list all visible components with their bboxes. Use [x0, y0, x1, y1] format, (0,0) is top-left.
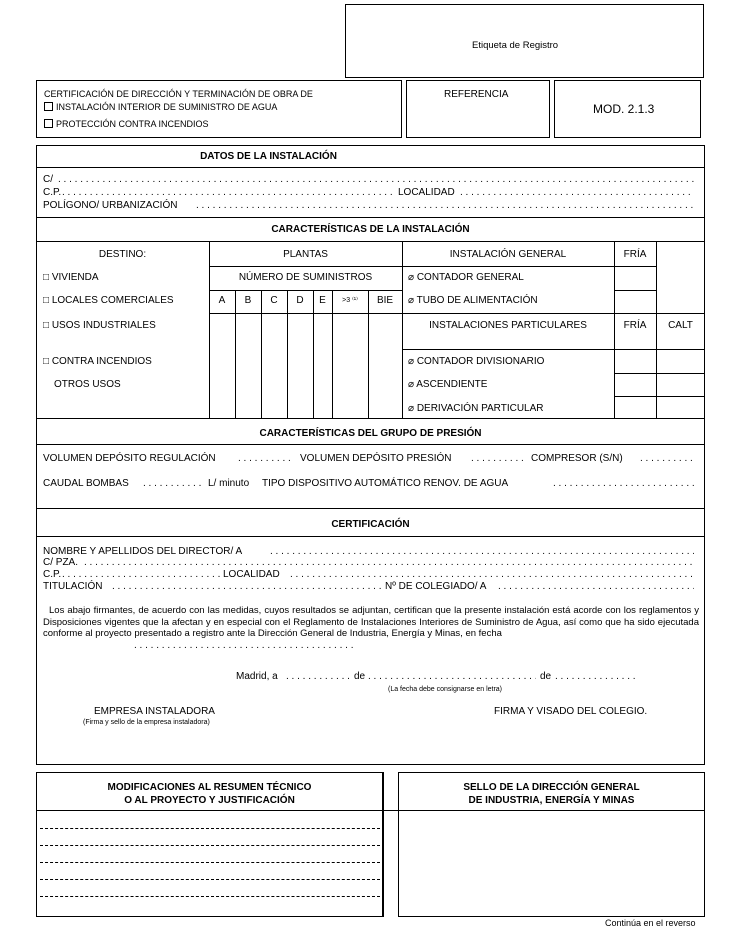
reference-label: REFERENCIA [444, 89, 509, 100]
director-name-field[interactable] [270, 546, 694, 557]
col-a: A [218, 295, 226, 306]
day-field[interactable] [286, 671, 350, 682]
director-locality-label: LOCALIDAD [223, 569, 280, 580]
compresor-label: COMPRESOR (S/N) [531, 453, 623, 464]
director-street-field[interactable] [84, 557, 694, 568]
caudal-field[interactable] [143, 478, 205, 489]
director-cp-label: C.P. [43, 569, 62, 580]
seal-title-1: SELLO DE LA DIRECCIÓN GENERAL [463, 782, 640, 793]
grid-line [368, 290, 369, 418]
locality-field[interactable] [460, 187, 694, 198]
installer-label: EMPRESA INSTALADORA [94, 706, 215, 717]
grid-line [261, 290, 262, 418]
modification-line[interactable] [40, 862, 380, 863]
derivacion: ⌀ DERIVACIÓN PARTICULAR [408, 403, 544, 414]
cert-option-water[interactable]: INSTALACIÓN INTERIOR DE SUMINISTRO DE AGUA [44, 102, 277, 113]
grid-line [209, 266, 402, 267]
madrid-label: Madrid, a [236, 671, 278, 682]
cert-title: CERTIFICACIÓN DE DIRECCIÓN Y TERMINACIÓN DE OBRA DE [44, 89, 313, 99]
street-field[interactable] [58, 174, 694, 185]
grid-line [209, 241, 210, 418]
grid-line [402, 313, 705, 314]
destino-label: DESTINO: [98, 249, 147, 260]
titulacion-label: TITULACIÓN [43, 581, 103, 592]
vol-pres-label: VOLUMEN DEPÓSITO PRESIÓN [300, 453, 452, 464]
divider [36, 810, 705, 811]
fecha-field[interactable] [134, 640, 356, 651]
tipo-field[interactable] [553, 478, 694, 489]
col-e: E [319, 295, 326, 306]
colegiado-field[interactable] [498, 581, 694, 592]
tipo-label: TIPO DISPOSITIVO AUTOMÁTICO RENOV. DE AGUA [262, 478, 509, 489]
certification-statement: Los abajo firmantes, de acuerdo con las medidas, cuyos resultados se adjuntan, certifican que la presente instalación está acorde con los reglamentos y Disposiciones vigentes que la afectan y en especial con el Reglamento de Instalaciones Interiores de Suministro de Agua, así como que ha sido ejecutada conforme al proyecto presentado a registro ante la Dirección General de Industria, Energía y Minas, en fecha [43, 605, 699, 639]
divider [36, 217, 705, 218]
grid-line [614, 396, 705, 397]
grid-line [332, 290, 333, 418]
colegiado-label: Nº DE COLEGIADO/ A [385, 581, 487, 592]
postcode-field[interactable] [62, 187, 396, 198]
diameter-icon: ⌀ [408, 272, 415, 283]
particulares-label: INSTALACIONES PARTICULARES [429, 320, 587, 331]
modification-line[interactable] [40, 845, 380, 846]
ascendiente: ⌀ ASCENDIENTE [408, 379, 488, 390]
grid-line [209, 313, 402, 314]
general-label: INSTALACIÓN GENERAL [449, 249, 567, 260]
grid-line [402, 349, 705, 350]
diameter-icon: ⌀ [408, 403, 415, 414]
checkbox-icon[interactable] [44, 102, 53, 111]
month-field[interactable] [368, 671, 536, 682]
date-note: (La fecha debe consignarse en letra) [388, 686, 503, 693]
vivienda-option[interactable]: □ VIVIENDA [43, 272, 99, 283]
diameter-icon: ⌀ [408, 295, 415, 306]
usos-ind-option[interactable]: □ USOS INDUSTRIALES [43, 320, 156, 331]
fria-label-2: FRÍA [623, 320, 647, 331]
divider [36, 536, 705, 537]
col-b: B [244, 295, 252, 306]
model-label: MOD. 2.1.3 [593, 102, 655, 116]
locales-option[interactable]: □ LOCALES COMERCIALES [43, 295, 174, 306]
installer-note: (Firma y sello de la empresa instaladora) [83, 719, 210, 726]
modifications-title-2: O AL PROYECTO Y JUSTIFICACIÓN [124, 795, 295, 806]
contra-option[interactable]: □ CONTRA INCENDIOS [43, 356, 152, 367]
col-d: D [296, 295, 304, 306]
grid-line [209, 290, 402, 291]
modification-line[interactable] [40, 828, 380, 829]
checkbox-icon[interactable] [44, 119, 53, 128]
pressure-title: CARACTERÍSTICAS DEL GRUPO DE PRESIÓN [259, 428, 482, 439]
street-label: C/ [43, 174, 53, 185]
modification-line[interactable] [40, 896, 380, 897]
cert-option-fire[interactable]: PROTECCIÓN CONTRA INCENDIOS [44, 119, 209, 130]
grid-line [36, 418, 705, 419]
grid-line [614, 373, 705, 374]
plantas-label: PLANTAS [283, 249, 328, 260]
modification-line[interactable] [40, 879, 380, 880]
titulacion-field[interactable] [112, 581, 382, 592]
calt-label: CALT [668, 320, 693, 331]
registry-label: Etiqueta de Registro [472, 40, 559, 51]
col-bie: BIE [376, 295, 394, 306]
lmin-label: L/ minuto [208, 478, 250, 489]
compresor-field[interactable] [640, 453, 694, 464]
area-field[interactable] [196, 200, 694, 211]
vol-reg-field[interactable] [238, 453, 294, 464]
divider [36, 167, 705, 168]
modifications-title-1: MODIFICACIONES AL RESUMEN TÉCNICO [107, 782, 312, 793]
seal-title-2: DE INDUSTRIA, ENERGÍA Y MINAS [468, 795, 635, 806]
characteristics-title: CARACTERÍSTICAS DE LA INSTALACIÓN [271, 224, 470, 235]
continue-note: Continúa en el reverso [605, 918, 696, 928]
contador-div: ⌀ CONTADOR DIVISIONARIO [408, 356, 545, 367]
vol-reg-label: VOLUMEN DEPÓSITO REGULACIÓN [43, 453, 216, 464]
vol-pres-field[interactable] [471, 453, 527, 464]
postcode-label: C.P. [43, 187, 62, 198]
divider [36, 508, 705, 509]
contador-general: ⌀ CONTADOR GENERAL [408, 272, 524, 283]
divider [36, 444, 705, 445]
fria-label: FRÍA [623, 249, 647, 260]
de-label-2: de [540, 671, 552, 682]
num-sum-label: NÚMERO DE SUMINISTROS [238, 272, 373, 283]
director-cp-field[interactable] [62, 569, 220, 580]
tubo-alimentacion: ⌀ TUBO DE ALIMENTACIÓN [408, 295, 538, 306]
grid-line [287, 290, 288, 418]
year-field[interactable] [555, 671, 635, 682]
install-data-title: DATOS DE LA INSTALACIÓN [200, 151, 337, 162]
director-locality-field[interactable] [290, 569, 694, 580]
area-label: POLÍGONO/ URBANIZACIÓN [43, 200, 178, 211]
director-street-label: C/ PZA. [43, 557, 79, 568]
certification-title: CERTIFICACIÓN [331, 519, 410, 530]
divider [383, 772, 384, 917]
director-name-label: NOMBRE Y APELLIDOS DEL DIRECTOR/ A [43, 546, 243, 557]
caudal-label: CAUDAL BOMBAS [43, 478, 129, 489]
divider [36, 241, 705, 242]
grid-line [614, 290, 656, 291]
seal-box [398, 772, 705, 917]
col-more3: >3 ⁽¹⁾ [342, 297, 358, 304]
college-label: FIRMA Y VISADO DEL COLEGIO. [494, 706, 648, 717]
diameter-icon: ⌀ [408, 356, 415, 367]
diameter-icon: ⌀ [408, 379, 415, 390]
col-c: C [270, 295, 278, 306]
grid-line [313, 290, 314, 418]
de-label-1: de [354, 671, 366, 682]
grid-line [402, 266, 656, 267]
grid-line [235, 290, 236, 418]
locality-label: LOCALIDAD [398, 187, 455, 198]
otros-label: OTROS USOS [54, 379, 121, 390]
